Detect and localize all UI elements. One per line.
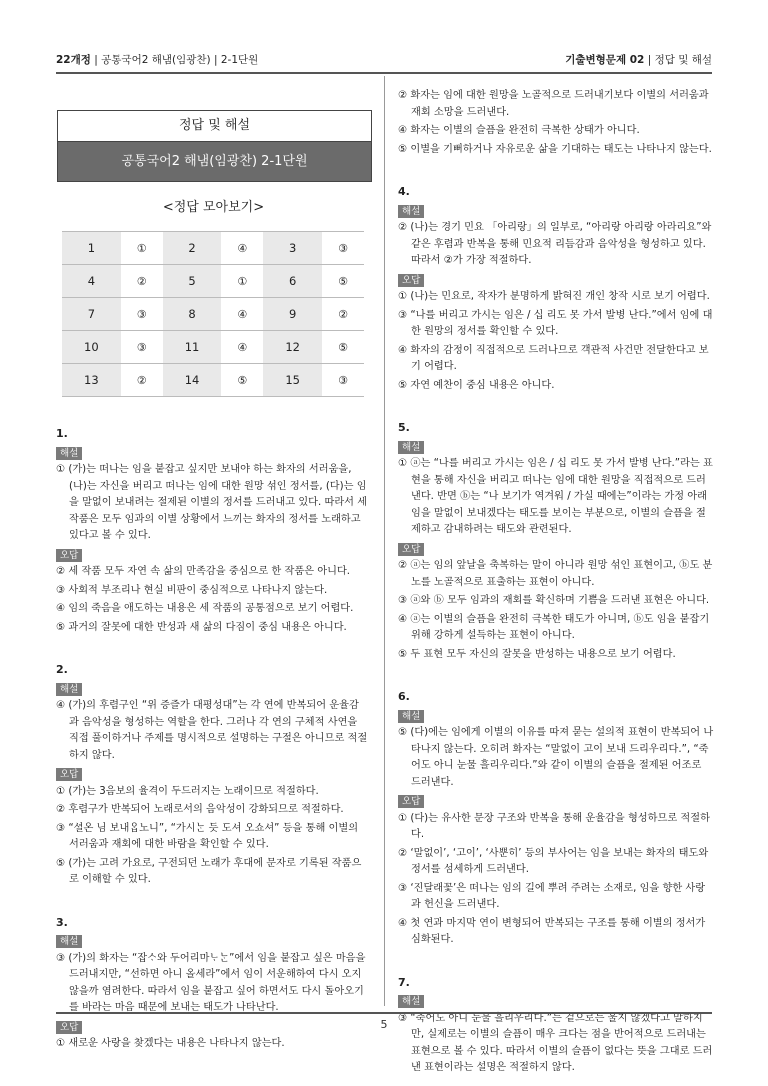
explanation-label: 해설 <box>398 995 424 1008</box>
left-column <box>56 416 368 1055</box>
header-divider <box>56 72 712 74</box>
wrong-answer-label: 오답 <box>398 274 424 287</box>
answer-choice: ③ <box>322 364 364 397</box>
label-row <box>56 445 368 463</box>
question-number: 2. <box>56 663 68 676</box>
header-section: 정답 및 해설 <box>654 54 712 66</box>
label-row <box>398 272 714 290</box>
answer-choice: ⑤ <box>221 364 263 397</box>
explanation-item: ④ (가)의 후렴구인 “위 증즐가 대평성대”는 각 연에 반복되어 운율감과 음악성을 형성하는 역할을 한다. 그러나 각 연의 구체적 사연을 직접 풀이하거나 주제를 명시적으로 설명하는 구절은 아니므로 적절하지 않다. <box>56 700 368 761</box>
explanation-label: 해설 <box>56 935 82 948</box>
wrong-answer-label: 오답 <box>56 549 82 562</box>
answer-question-number: 8 <box>163 298 222 331</box>
header-unit: 2-1단원 <box>220 54 259 66</box>
question-number: 6. <box>398 690 410 703</box>
page-number: 5 <box>380 1018 388 1031</box>
title-box <box>57 110 372 182</box>
explanation-label: 해설 <box>56 447 82 460</box>
header-curriculum: 22개정 <box>56 54 91 66</box>
explanation-item: ④ 첫 연과 마지막 연이 변형되어 반복되는 구조를 통해 이별의 정서가 심화된다. <box>398 917 706 945</box>
explanation-item: ③ “셜온 님 보내ᄋᆞᆸ노니”, “가시ᄂᆞᆫ 듯 도셔 오쇼셔” 등을 통해 이별의 서러움과 재회에 대한 바람을 확인할 수 있다. <box>56 822 359 850</box>
explanation-item: ① ⓐ는 “나를 버리고 가시는 임은 / 십 리도 못 가서 발병 난다.”라는 표현을 통해 자신을 버리고 떠나는 임에 대한 원망을 직접적으로 드러낸다. 반면 ⓑ는 “나 보기가 역겨워 / 가실 때에는”이라는 가정 아래 임을 말없이 보내겠다는 태도를 보이는 부분으로, 이별의 슬픔을 절제하고 감내하려는 태도와 관련된다. <box>398 458 713 535</box>
header-textbook: 공통국어2 해냄(임광찬) <box>101 54 211 66</box>
answer-row <box>62 232 364 265</box>
column-divider <box>384 76 385 1006</box>
question-number: 5. <box>398 421 410 434</box>
explanation-label: 해설 <box>398 205 424 218</box>
answer-choice: ④ <box>221 298 263 331</box>
title-main: 정답 및 해설 <box>58 111 371 142</box>
answer-question-number: 1 <box>62 232 121 265</box>
answer-question-number: 4 <box>62 265 121 298</box>
header-doc-type: 기출변형문제 02 <box>565 54 645 66</box>
explanation-item: ② 화자는 임에 대한 원망을 노골적으로 드러내기보다 이별의 서러움과 재회 소망을 드러낸다. <box>398 90 709 118</box>
answer-choice: ① <box>121 232 163 265</box>
answer-table <box>62 231 364 397</box>
explanation-item: ⑤ 과거의 잘못에 대한 반성과 새 삶의 다짐이 중심 내용은 아니다. <box>56 621 347 633</box>
answer-choice: ③ <box>322 232 364 265</box>
section-gap <box>398 160 714 174</box>
question-number: 1. <box>56 427 68 440</box>
explanation-item: ⑤ 두 표현 모두 자신의 잘못을 반성하는 내용으로 보기 어렵다. <box>398 648 676 660</box>
footer-divider <box>56 1012 712 1014</box>
header-left: 22개정 | 공통국어2 해냄(임광찬) | 2-1단원 <box>56 54 259 66</box>
question-number: 3. <box>56 915 68 929</box>
explanation-item: ① (다)는 유사한 문장 구조와 반복을 통해 운율감을 형성하므로 적절하다. <box>398 812 710 840</box>
answer-choice: ② <box>322 298 364 331</box>
explanation-item: ② 세 작품 모두 자연 속 삶의 만족감을 중심으로 한 작품은 아니다. <box>56 566 351 577</box>
section-gap <box>56 638 368 652</box>
label-row <box>398 439 714 457</box>
right-column <box>398 88 714 1079</box>
explanation-item: ② 후렴구가 반복되어 노래로서의 음악성이 강화되므로 적절하다. <box>56 804 344 815</box>
page-header <box>56 50 712 70</box>
answer-row <box>62 331 364 364</box>
wrong-answer-label: 오답 <box>56 1021 82 1034</box>
answer-question-number: 7 <box>62 298 121 331</box>
explanation-item: ⑤ 이별을 기뻐하거나 자유로운 삶을 기대하는 태도는 나타나지 않는다. <box>398 143 712 155</box>
answer-question-number: 5 <box>163 265 222 298</box>
explanation-label: 해설 <box>56 683 82 696</box>
label-row <box>56 933 368 951</box>
explanation-item: ② (나)는 경기 민요 「아리랑」의 일부로, “아리랑 아리랑 아라리요”와 같은 후렴과 반복을 통해 민요적 리듬감과 음악성을 형성하고 있다. 따라서 ②가 가장 적절하다. <box>398 222 712 266</box>
explanation-item: ④ 화자의 감정이 직접적으로 드러나므로 객관적 사건만 전달한다고 보기 어렵다. <box>398 344 709 372</box>
label-row <box>398 203 714 221</box>
explanation-label: 해설 <box>398 710 424 723</box>
explanation-item: ③ “나를 버리고 가시는 임은 / 십 리도 못 가서 발병 난다.”에서 임에 대한 원망의 정서를 확인할 수 있다. <box>398 309 713 337</box>
answer-choice: ⑤ <box>322 331 364 364</box>
answer-question-number: 12 <box>263 331 322 364</box>
explanation-item: ① (가)는 떠나는 임을 붙잡고 싶지만 보내야 하는 화자의 서러움을, (나)는 자신을 버리고 떠나는 임에 대한 원망 섞인 정서를, (다)는 임을 말없이 보내려는 절제된 이별의 정서를 드러내고 있다. 따라서 세 작품은 모두 임과의 이별 상황에서 느끼는 화자의 정서를 노래하고 있다고 볼 수 있다. <box>56 464 368 541</box>
explanation-item: ⑤ 자연 예찬이 중심 내용은 아니다. <box>398 379 555 391</box>
explanation-item: ⑤ (가)는 고려 가요로, 구전되던 노래가 후대에 문자로 기록된 작품으로 이해할 수 있다. <box>56 857 362 885</box>
answer-preview-title: <정답 모아보기> <box>162 200 265 215</box>
answer-choice: ③ <box>121 298 163 331</box>
label-row <box>398 541 714 559</box>
answer-question-number: 10 <box>62 331 121 364</box>
answer-question-number: 14 <box>163 364 222 397</box>
answer-row <box>62 298 364 331</box>
explanation-item: ③ (가)의 화자는 “잡ᄉᆞ와 두어리마ᄂᆞᄂᆞᆫ”에서 임을 붙잡고 싶은 마음을 드러내지만, “선하면 아니 올세라”에서 임이 서운해하여 다시 오지 않을까 염려한다. 따라서 임을 붙잡고 싶어 하면서도 다시 돌아오기를 바라는 마음 때문에 보내는 태도가 나타난다. <box>56 952 366 1013</box>
answer-choice: ③ <box>121 331 163 364</box>
answer-choice: ⑤ <box>322 265 364 298</box>
label-row <box>398 708 714 726</box>
label-row <box>56 766 368 784</box>
explanation-item: ④ ⓐ는 이별의 슬픔을 완전히 극복한 태도가 아니며, ⓑ도 임을 붙잡기 위해 강하게 설득하는 표현이 아니다. <box>398 613 710 641</box>
label-row <box>398 793 714 811</box>
explanation-item: ① 새로운 사랑을 찾겠다는 내용은 나타나지 않는다. <box>56 1038 285 1049</box>
explanation-item: ③ ‘진달래꽃’은 떠나는 임의 길에 뿌려 주려는 소재로, 임을 향한 사랑과 헌신을 드러낸다. <box>398 882 706 910</box>
label-row <box>56 547 368 565</box>
section-gap <box>398 951 714 965</box>
answer-choice: ① <box>221 265 263 298</box>
answer-question-number: 11 <box>163 331 222 364</box>
answer-choice: ② <box>121 364 163 397</box>
question-number: 7. <box>398 975 410 989</box>
question-number: 4. <box>398 185 410 198</box>
wrong-answer-label: 오답 <box>56 768 82 781</box>
wrong-answer-label: 오답 <box>398 795 424 808</box>
explanation-item: ② ⓐ는 임의 앞날을 축복하는 말이 아니라 원망 섞인 표현이고, ⓑ도 분노를 노골적으로 표출하는 표현이 아니다. <box>398 560 713 588</box>
label-row <box>398 993 714 1011</box>
title-subtitle: 공통국어2 해냄(임광찬) 2-1단원 <box>58 142 371 181</box>
answer-row <box>62 364 364 397</box>
explanation-item: ⑤ (다)에는 임에게 이별의 이유를 따져 묻는 설의적 표현이 반복되어 나타나지 않는다. 오히려 화자는 “말없이 고이 보내 드리우리다.”, “죽어도 아니 눈물 흘리우리다.”와 같이 이별의 슬픔을 절제된 어조로 드러낸다. <box>398 727 714 788</box>
label-row <box>56 681 368 699</box>
section-gap <box>398 396 714 410</box>
answer-question-number: 3 <box>263 232 322 265</box>
answer-question-number: 15 <box>263 364 322 397</box>
answer-question-number: 9 <box>263 298 322 331</box>
explanation-item: ④ 화자는 이별의 슬픔을 완전히 극복한 상태가 아니다. <box>398 125 640 136</box>
explanation-item: ③ “죽어도 아니 눈물 흘리우리다.”는 겉으로는 울지 않겠다고 말하지만, 실제로는 이별의 슬픔이 매우 크다는 점을 반어적으로 드러내는 표현으로 볼 수 있다. 따라서 이별의 슬픔이 없다는 뜻을 그대로 드러낸 표현이라는 설명은 적절하지 않다. <box>398 1012 713 1073</box>
answer-question-number: 13 <box>62 364 121 397</box>
explanation-item: ① (나)는 민요로, 작자가 분명하게 밝혀진 개인 창작 시로 보기 어렵다. <box>398 291 710 302</box>
section-gap <box>56 891 368 905</box>
explanation-item: ② ‘말없이’, ‘고이’, ‘사뿐히’ 등의 부사어는 임을 보내는 화자의 태도와 정서를 섬세하게 드러낸다. <box>398 847 709 875</box>
explanation-label: 해설 <box>398 441 424 454</box>
answer-choice: ④ <box>221 232 263 265</box>
wrong-answer-label: 오답 <box>398 543 424 556</box>
answer-choice: ④ <box>221 331 263 364</box>
explanation-item: ③ ⓐ와 ⓑ 모두 임과의 재회를 확신하며 기쁨을 드러낸 표현은 아니다. <box>398 595 710 606</box>
answer-row <box>62 265 364 298</box>
answer-question-number: 6 <box>263 265 322 298</box>
section-gap <box>398 665 714 679</box>
explanation-item: ④ 임의 죽음을 애도하는 내용은 세 작품의 공통점으로 보기 어렵다. <box>56 603 354 614</box>
answer-choice: ② <box>121 265 163 298</box>
explanation-item: ③ 사회적 부조리나 현실 비판이 중심적으로 나타나지 않는다. <box>56 584 328 596</box>
explanation-item: ① (가)는 3음보의 율격이 두드러지는 노래이므로 적절하다. <box>56 785 319 797</box>
header-right: 기출변형문제 02 | 정답 및 해설 <box>565 54 712 66</box>
answer-question-number: 2 <box>163 232 222 265</box>
